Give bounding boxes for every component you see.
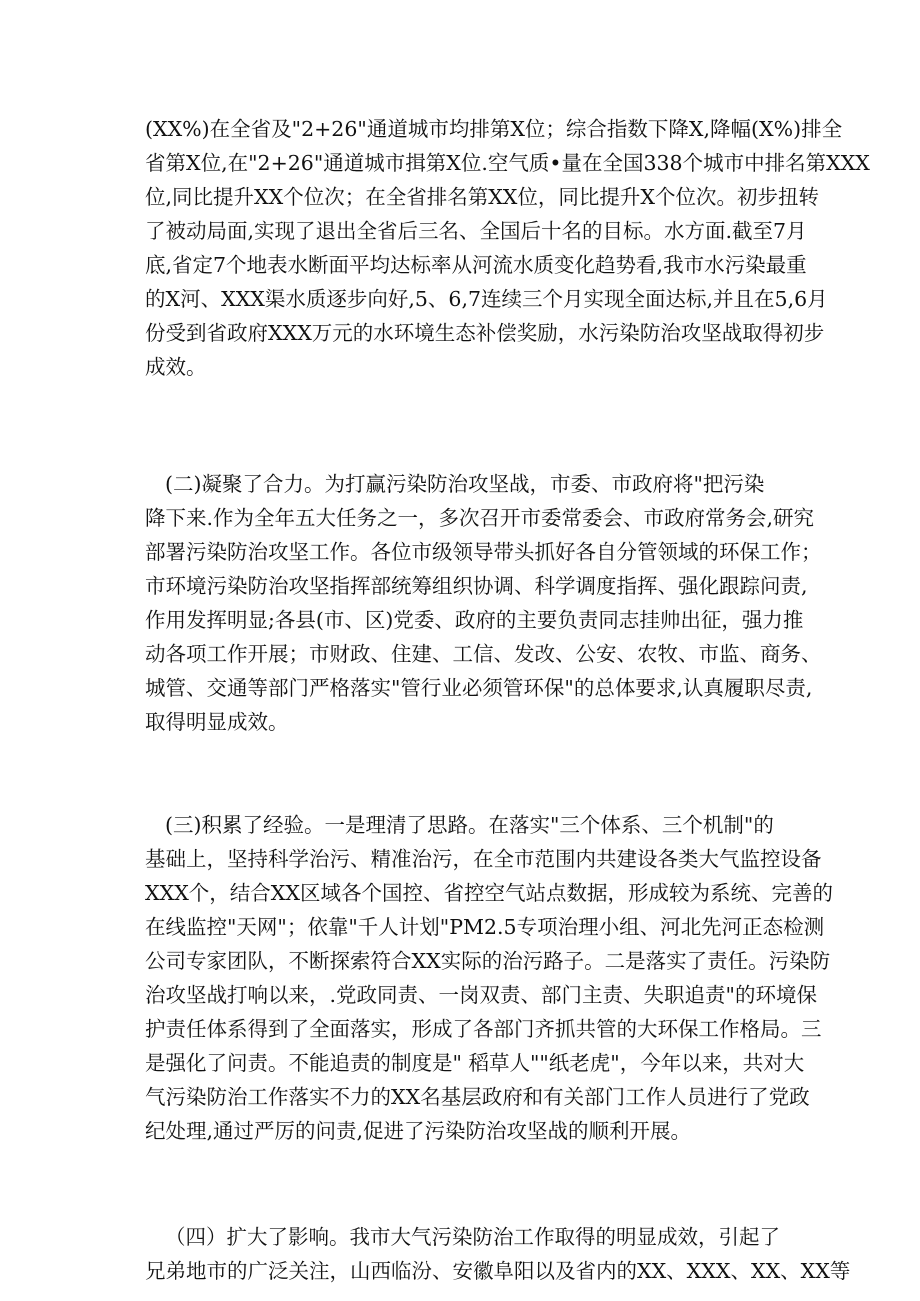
text-line: 成效。 — [145, 355, 207, 379]
text-line: 在线监控"天网"；依靠"千人计划"PM2.5专项治理小组、河北先河正态检测 — [145, 915, 825, 939]
paragraph-experience — [145, 808, 833, 1148]
text-line: 取得明显成效。 — [145, 710, 289, 734]
text-line: 动各项工作开展；市财政、住建、工信、发改、公安、农牧、市监、商务、 — [145, 642, 822, 666]
text-line: 份受到省政府XXX万元的水环境生态补偿奖励，水污染防治攻坚战取得初步 — [145, 321, 825, 345]
text-line: 是强化了问责。不能追责的制度是" 稻草人""纸老虎"，今年以来，共对大 — [145, 1051, 805, 1075]
paragraph-spacer — [145, 1148, 795, 1220]
text-line: 气污染防治工作落实不力的XX名基层政府和有关部门工作人员进行了党政 — [145, 1085, 810, 1109]
text-line: 省第X位,在"2+26"通道城市揖第X位.空气质•量在全国338个城市中排名第XXX — [145, 151, 870, 175]
document-body — [145, 112, 870, 1288]
paragraph-continuation — [145, 112, 870, 384]
text-line: 治攻坚战打响以来，.党政同责、一岗双责、部门主责、失职追责"的环境保 — [145, 983, 817, 1007]
text-line: 作用发挥明显;各县(市、区)党委、政府的主要负责同志挂帅出征，强力推 — [145, 608, 804, 632]
paragraph-influence — [145, 1220, 851, 1288]
text-line: 市环境污染防治攻坚指挥部统筹组织协调、科学调度指挥、强化跟踪问责, — [145, 574, 808, 598]
text-line: 城管、交通等部门严格落实"管行业必须管环保"的总体要求,认真履职尽责, — [145, 676, 813, 700]
text-line: 部署污染防治攻坚工作。各位市级领导带头抓好各自分管领域的环保工作； — [145, 540, 822, 564]
text-line: 的X河、XXX渠水质逐步向好,5、6,7连续三个月实现全面达标,并且在5,6月 — [145, 287, 828, 311]
text-line: 位,同比提升XX个位次；在全省排名第XX位，同比提升X个位次。初步扭转 — [145, 185, 819, 209]
text-line: (二)凝聚了合力。为打赢污染防治攻坚战，市委、市政府将"把污染 — [165, 472, 765, 496]
text-line: (XX%)在全省及"2+26"通道城市均排第X位；综合指数下降X,降幅(X%)排全 — [145, 117, 843, 141]
text-line: 兄弟地市的广泛关注，山西临汾、安徽阜阳以及省内的XX、XXX、XX、XX等 — [145, 1259, 851, 1283]
text-line: XXX个，结合XX区域各个国控、省控空气站点数据，形成较为系统、完善的 — [145, 881, 833, 905]
text-line: 基础上，坚持科学治污、精准治污，在全市范围内共建设各类大气监控设备 — [145, 847, 822, 871]
text-line: 降下来.作为全年五大任务之一，多次召开市委常委会、市政府常务会,研究 — [145, 506, 815, 530]
paragraph-unity — [145, 467, 822, 739]
text-line: 公司专家团队，不断探索符合XX实际的治污路子。二是落实了责任。污染防 — [145, 949, 831, 973]
text-line: (三)积累了经验。一是理清了思路。在落实"三个体系、三个机制"的 — [165, 813, 774, 837]
text-line: 纪处理,通过严厉的问责,促进了污染防治攻坚战的顺利开展。 — [145, 1119, 692, 1143]
paragraph-spacer — [145, 739, 795, 808]
text-line: （四）扩大了影响。我市大气污染防治工作取得的明显成效，引起了 — [165, 1225, 780, 1249]
text-line: 护责任体系得到了全面落实，形成了各部门齐抓共管的大环保工作格局。三 — [145, 1017, 822, 1041]
text-line: 底,省定7个地表水断面平均达标率从河流水质变化趋势看,我市水污染最重 — [145, 253, 807, 277]
text-line: 了被动局面,实现了退出全省后三名、全国后十名的目标。水方面.截至7月 — [145, 219, 807, 243]
paragraph-spacer — [145, 384, 795, 467]
